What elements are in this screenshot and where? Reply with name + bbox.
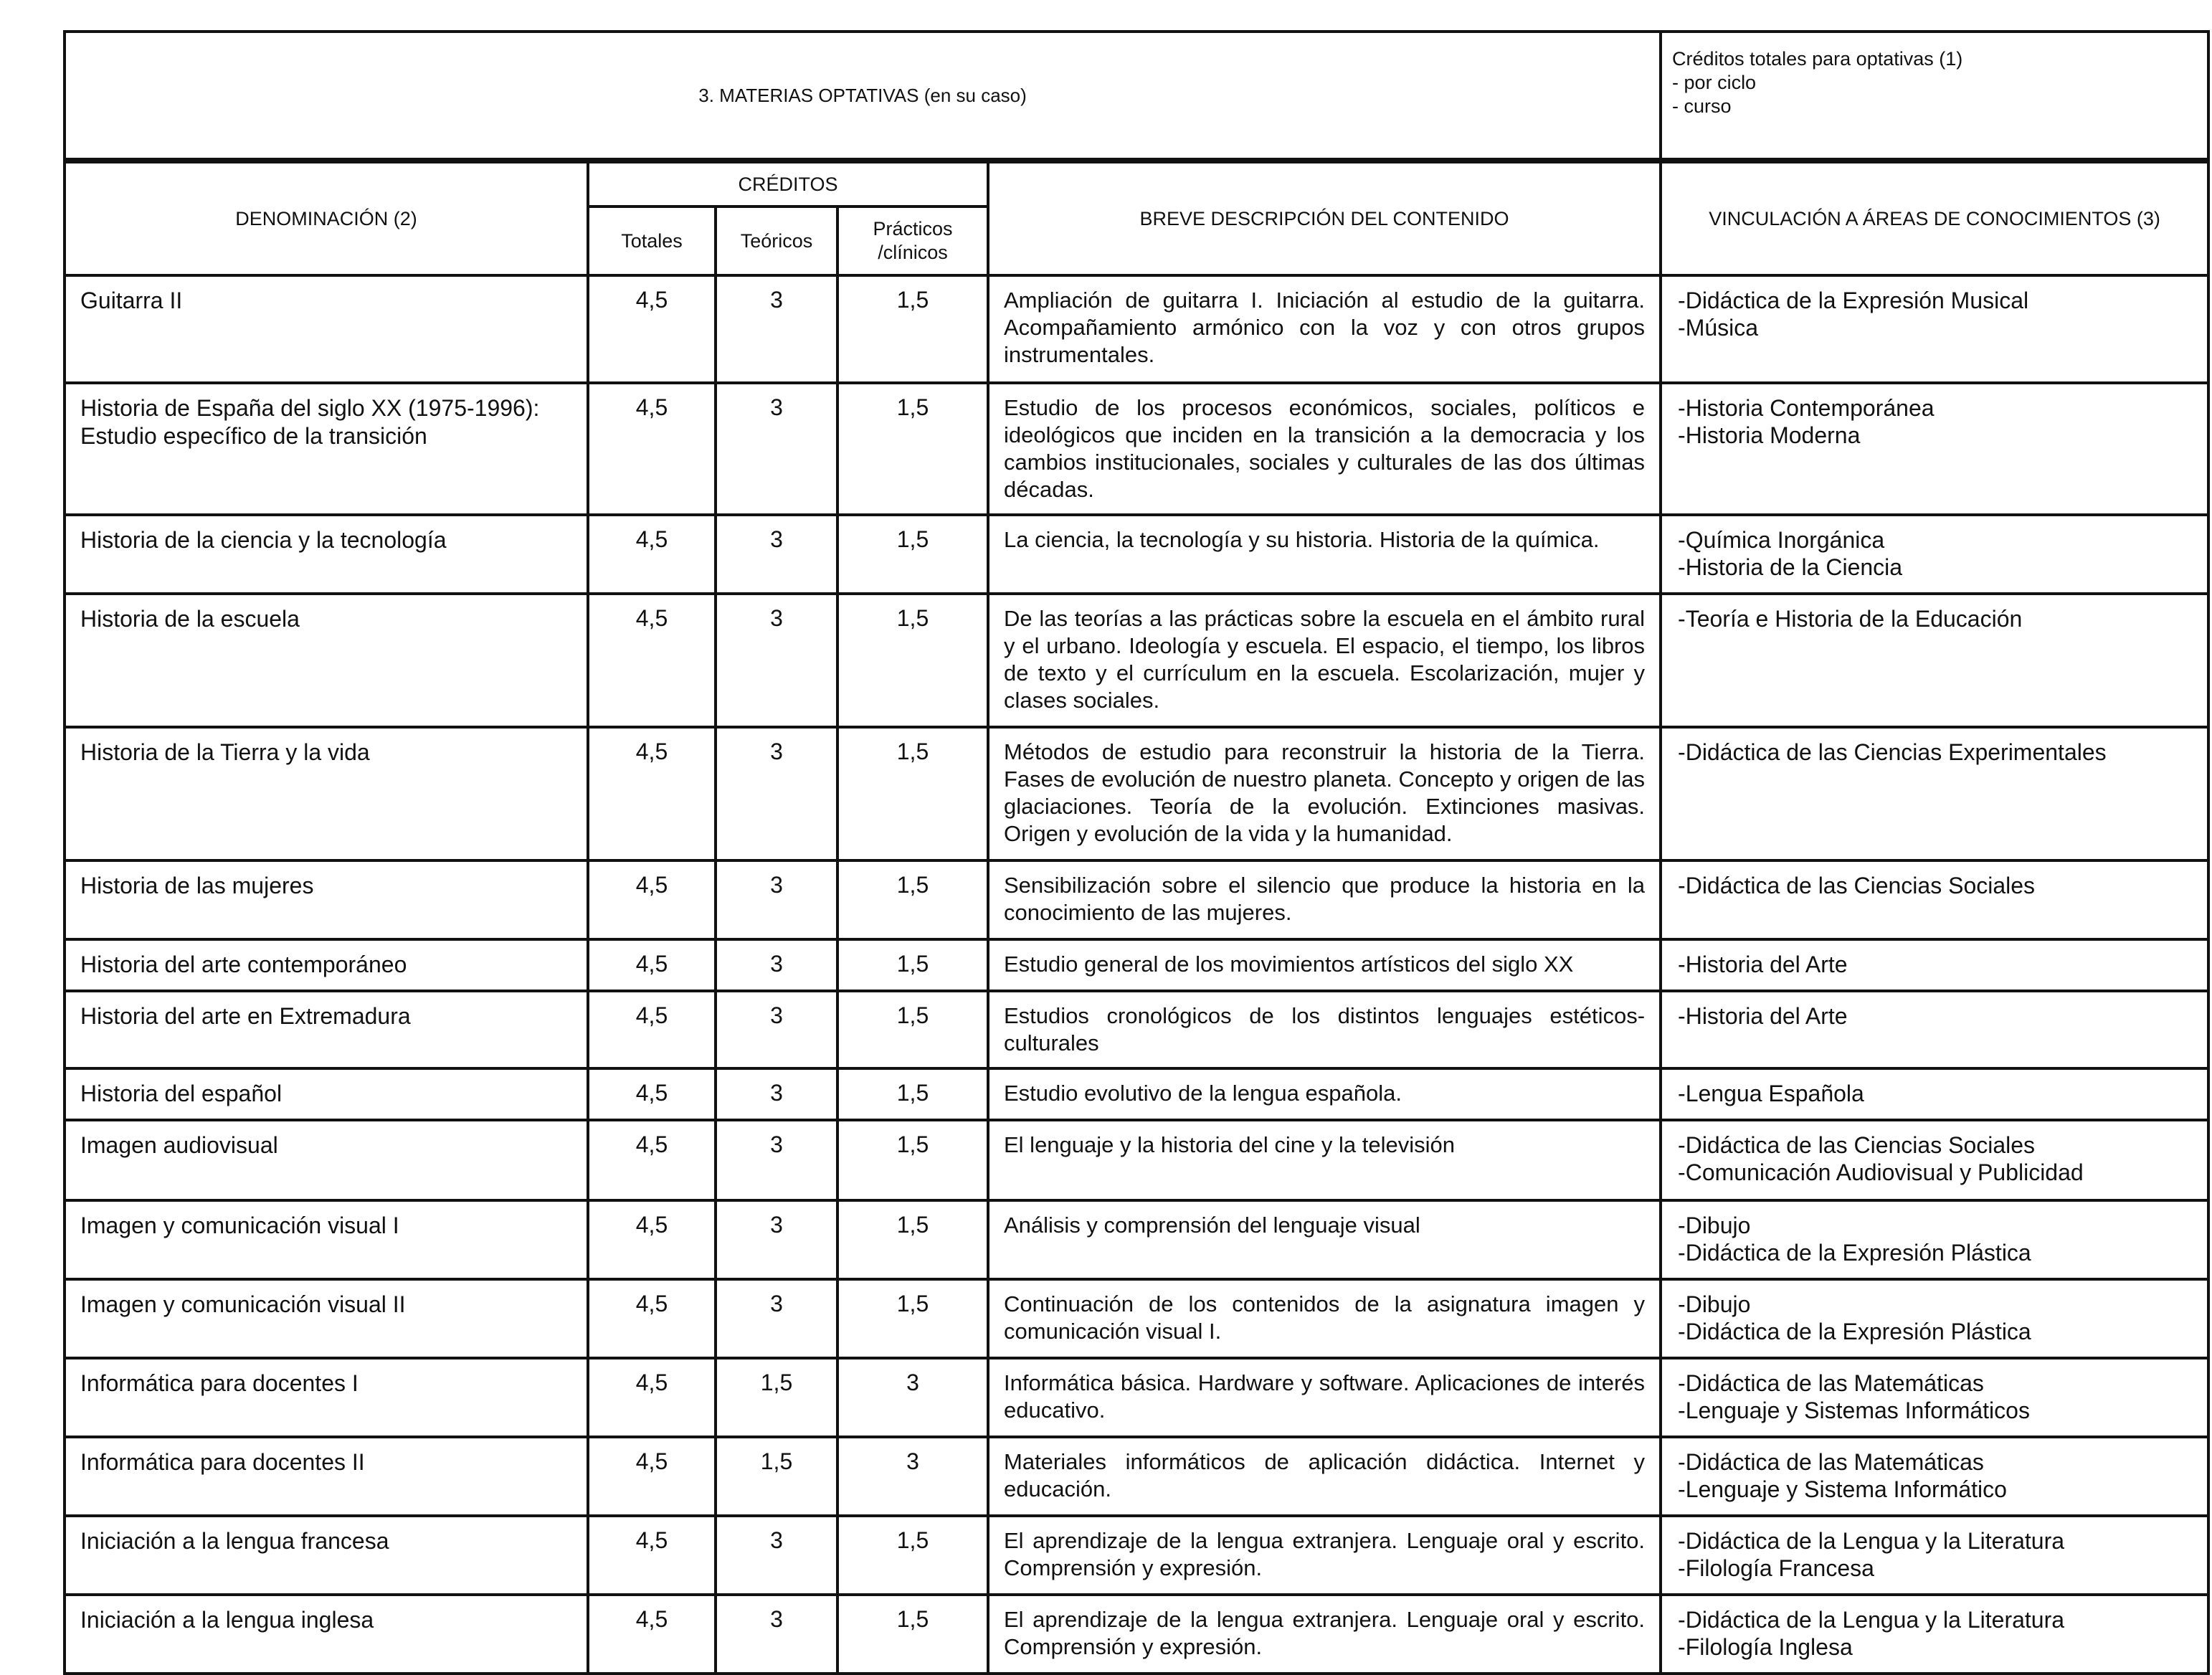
subject-name: Iniciación a la lengua francesa xyxy=(65,1516,588,1595)
column-header-row xyxy=(65,162,2208,207)
subject-name: Historia del español xyxy=(65,1068,588,1120)
header-teoricos: Teóricos xyxy=(716,207,837,275)
knowledge-area: -Didáctica de las Ciencias Sociales xyxy=(1678,873,2036,898)
subject-name: Imagen y comunicación visual II xyxy=(65,1279,588,1358)
knowledge-area: -Didáctica de la Lengua y la Literatura xyxy=(1678,1528,2065,1554)
credits-practicos: 1,5 xyxy=(837,1516,988,1595)
table-row xyxy=(65,1068,2208,1120)
knowledge-area: -Historia Moderna xyxy=(1678,422,1861,448)
credits-totales: 4,5 xyxy=(588,1200,716,1279)
knowledge-areas xyxy=(1661,991,2208,1068)
table-row xyxy=(65,275,2208,383)
credits-teoricos: 1,5 xyxy=(716,1358,837,1437)
credits-totales: 4,5 xyxy=(588,991,716,1068)
subject-name: Historia de la ciencia y la tecnología xyxy=(65,515,588,594)
knowledge-area: -Didáctica de las Ciencias Experimentales xyxy=(1678,739,2107,765)
knowledge-area: -Filología Francesa xyxy=(1678,1555,1874,1581)
subject-name: Historia de España del siglo XX (1975-1996): Estudio específico de la transición xyxy=(65,383,588,515)
subject-name: Imagen y comunicación visual I xyxy=(65,1200,588,1279)
content-description: El aprendizaje de la lengua extranjera. Lenguaje oral y escrito. Comprensión y expresión. xyxy=(988,1595,1661,1674)
credits-total-line: Créditos totales para optativas (1) xyxy=(1672,48,1963,70)
knowledge-area: -Historia del Arte xyxy=(1678,952,1848,977)
credits-totales: 4,5 xyxy=(588,1358,716,1437)
knowledge-area: -Historia de la Ciencia xyxy=(1678,554,1903,580)
credits-total-line: - por ciclo xyxy=(1672,72,1757,93)
content-description: Sensibilización sobre el silencio que produce la historia en la conocimiento de las mujeres. xyxy=(988,860,1661,939)
credits-teoricos: 3 xyxy=(716,1595,837,1674)
subject-name: Informática para docentes II xyxy=(65,1437,588,1516)
document-page xyxy=(63,30,2207,1675)
credits-teoricos: 3 xyxy=(716,1068,837,1120)
knowledge-areas xyxy=(1661,1358,2208,1437)
knowledge-areas xyxy=(1661,727,2208,860)
knowledge-areas xyxy=(1661,1516,2208,1595)
content-description: Materiales informáticos de aplicación didáctica. Internet y educación. xyxy=(988,1437,1661,1516)
credits-practicos: 1,5 xyxy=(837,1068,988,1120)
credits-practicos: 1,5 xyxy=(837,515,988,594)
header-descripcion: BREVE DESCRIPCIÓN DEL CONTENIDO xyxy=(988,162,1661,275)
subject-name: Historia de la escuela xyxy=(65,594,588,727)
header-practicos xyxy=(837,207,988,275)
knowledge-areas xyxy=(1661,1068,2208,1120)
knowledge-area: -Comunicación Audiovisual y Publicidad xyxy=(1678,1159,2084,1185)
content-description: Estudio de los procesos económicos, sociales, políticos e ideológicos que inciden en la transición a la democracia y los cambios institucionales, sociales y culturales de las dos últimas décadas. xyxy=(988,383,1661,515)
credits-totales: 4,5 xyxy=(588,1437,716,1516)
section-title: 3. MATERIAS OPTATIVAS (en su caso) xyxy=(65,32,1661,159)
credits-teoricos: 1,5 xyxy=(716,1437,837,1516)
table-row xyxy=(65,727,2208,860)
credits-teoricos: 3 xyxy=(716,860,837,939)
table-row xyxy=(65,1516,2208,1595)
credits-practicos: 1,5 xyxy=(837,939,988,991)
table-row xyxy=(65,1358,2208,1437)
credits-teoricos: 3 xyxy=(716,991,837,1068)
credits-totales: 4,5 xyxy=(588,1279,716,1358)
credits-practicos: 1,5 xyxy=(837,1279,988,1358)
credits-practicos: 1,5 xyxy=(837,991,988,1068)
knowledge-area: -Historia Contemporánea xyxy=(1678,395,1935,421)
knowledge-area: -Lenguaje y Sistema Informático xyxy=(1678,1476,2007,1502)
knowledge-areas xyxy=(1661,594,2208,727)
optativas-table xyxy=(63,30,2210,1675)
subject-name: Historia del arte en Extremadura xyxy=(65,991,588,1068)
credits-practicos: 1,5 xyxy=(837,1595,988,1674)
credits-totales: 4,5 xyxy=(588,1120,716,1200)
knowledge-areas xyxy=(1661,1279,2208,1358)
knowledge-area: -Dibujo xyxy=(1678,1213,1751,1238)
credits-totales: 4,5 xyxy=(588,515,716,594)
knowledge-areas xyxy=(1661,1437,2208,1516)
table-row xyxy=(65,1279,2208,1358)
credits-practicos: 1,5 xyxy=(837,383,988,515)
credits-practicos: 3 xyxy=(837,1437,988,1516)
knowledge-area: -Química Inorgánica xyxy=(1678,527,1885,553)
header-practicos-line: Prácticos xyxy=(873,218,953,239)
table-row xyxy=(65,1200,2208,1279)
table-row xyxy=(65,991,2208,1068)
knowledge-area: -Didáctica de las Matemáticas xyxy=(1678,1449,1984,1475)
table-row xyxy=(65,1437,2208,1516)
subject-name: Iniciación a la lengua inglesa xyxy=(65,1595,588,1674)
knowledge-areas xyxy=(1661,275,2208,383)
header-totales: Totales xyxy=(588,207,716,275)
content-description: Métodos de estudio para reconstruir la historia de la Tierra. Fases de evolución de nuestro planeta. Concepto y origen de las glaciaciones. Teoría de la evolución. Extinciones masivas. Origen y evolución de la vida y la humanidad. xyxy=(988,727,1661,860)
subject-name: Historia de las mujeres xyxy=(65,860,588,939)
table-row xyxy=(65,594,2208,727)
header-vinculacion: VINCULACIÓN A ÁREAS DE CONOCIMIENTOS (3) xyxy=(1661,162,2208,275)
knowledge-area: -Didáctica de la Lengua y la Literatura xyxy=(1678,1607,2065,1633)
content-description: Estudios cronológicos de los distintos lenguajes estéticos-culturales xyxy=(988,991,1661,1068)
subject-name: Guitarra II xyxy=(65,275,588,383)
knowledge-area: -Didáctica de la Expresión Musical xyxy=(1678,288,2029,313)
credits-totales: 4,5 xyxy=(588,727,716,860)
subject-name: Historia de la Tierra y la vida xyxy=(65,727,588,860)
table-row xyxy=(65,860,2208,939)
knowledge-areas xyxy=(1661,383,2208,515)
credits-teoricos: 3 xyxy=(716,1120,837,1200)
credits-practicos: 1,5 xyxy=(837,594,988,727)
credits-teoricos: 3 xyxy=(716,594,837,727)
knowledge-area: -Didáctica de las Ciencias Sociales xyxy=(1678,1132,2036,1158)
credits-practicos: 1,5 xyxy=(837,1200,988,1279)
knowledge-areas xyxy=(1661,860,2208,939)
credits-totales: 4,5 xyxy=(588,860,716,939)
credits-practicos: 1,5 xyxy=(837,860,988,939)
content-description: Continuación de los contenidos de la asignatura imagen y comunicación visual I. xyxy=(988,1279,1661,1358)
credits-totales: 4,5 xyxy=(588,1516,716,1595)
table-row xyxy=(65,383,2208,515)
credits-teoricos: 3 xyxy=(716,383,837,515)
credits-totales: 4,5 xyxy=(588,939,716,991)
knowledge-area: -Didáctica de la Expresión Plástica xyxy=(1678,1240,2031,1266)
credits-totales: 4,5 xyxy=(588,275,716,383)
credits-teoricos: 3 xyxy=(716,939,837,991)
content-description: La ciencia, la tecnología y su historia. Historia de la química. xyxy=(988,515,1661,594)
knowledge-area: -Didáctica de la Expresión Plástica xyxy=(1678,1319,2031,1344)
credits-practicos: 3 xyxy=(837,1358,988,1437)
knowledge-areas xyxy=(1661,1595,2208,1674)
header-denominacion: DENOMINACIÓN (2) xyxy=(65,162,588,275)
knowledge-area: -Dibujo xyxy=(1678,1291,1751,1317)
knowledge-area: -Filología Inglesa xyxy=(1678,1634,1853,1660)
content-description: Estudio evolutivo de la lengua española. xyxy=(988,1068,1661,1120)
knowledge-area: -Música xyxy=(1678,315,1759,341)
content-description: El aprendizaje de la lengua extranjera. Lenguaje oral y escrito. Comprensión y expresión. xyxy=(988,1516,1661,1595)
credits-teoricos: 3 xyxy=(716,1516,837,1595)
credits-teoricos: 3 xyxy=(716,1200,837,1279)
content-description: Informática básica. Hardware y software. Aplicaciones de interés educativo. xyxy=(988,1358,1661,1437)
credits-total-cell xyxy=(1661,32,2208,159)
credits-teoricos: 3 xyxy=(716,515,837,594)
credits-total-line: - curso xyxy=(1672,95,1732,117)
credits-totales: 4,5 xyxy=(588,594,716,727)
credits-teoricos: 3 xyxy=(716,1279,837,1358)
credits-totales: 4,5 xyxy=(588,1595,716,1674)
credits-teoricos: 3 xyxy=(716,275,837,383)
knowledge-area: -Lenguaje y Sistemas Informáticos xyxy=(1678,1398,2030,1423)
content-description: De las teorías a las prácticas sobre la escuela en el ámbito rural y el urbano. Ideología y escuela. El espacio, el tiempo, los libros de texto y el currículum en la escuela. Escolarización, mujer y clases sociales. xyxy=(988,594,1661,727)
content-description: Análisis y comprensión del lenguaje visual xyxy=(988,1200,1661,1279)
header-creditos: CRÉDITOS xyxy=(588,162,988,207)
table-row xyxy=(65,939,2208,991)
knowledge-areas xyxy=(1661,939,2208,991)
table-row xyxy=(65,1120,2208,1200)
subject-name: Historia del arte contemporáneo xyxy=(65,939,588,991)
credits-practicos: 1,5 xyxy=(837,727,988,860)
header-practicos-line: /clínicos xyxy=(878,242,948,263)
content-description: Estudio general de los movimientos artísticos del siglo XX xyxy=(988,939,1661,991)
knowledge-areas xyxy=(1661,1120,2208,1200)
title-row xyxy=(65,32,2208,159)
knowledge-area: -Teoría e Historia de la Educación xyxy=(1678,606,2023,632)
credits-teoricos: 3 xyxy=(716,727,837,860)
subject-name: Informática para docentes I xyxy=(65,1358,588,1437)
knowledge-area: -Lengua Española xyxy=(1678,1081,1864,1106)
table-row xyxy=(65,1595,2208,1674)
credits-totales: 4,5 xyxy=(588,383,716,515)
content-description: El lenguaje y la historia del cine y la televisión xyxy=(988,1120,1661,1200)
knowledge-area: -Historia del Arte xyxy=(1678,1003,1848,1029)
content-description: Ampliación de guitarra I. Iniciación al estudio de la guitarra. Acompañamiento armónico con la voz y con otros grupos instrumentales. xyxy=(988,275,1661,383)
credits-totales: 4,5 xyxy=(588,1068,716,1120)
credits-practicos: 1,5 xyxy=(837,1120,988,1200)
credits-practicos: 1,5 xyxy=(837,275,988,383)
table-row xyxy=(65,515,2208,594)
subject-name: Imagen audiovisual xyxy=(65,1120,588,1200)
knowledge-areas xyxy=(1661,515,2208,594)
knowledge-areas xyxy=(1661,1200,2208,1279)
knowledge-area: -Didáctica de las Matemáticas xyxy=(1678,1370,1984,1396)
